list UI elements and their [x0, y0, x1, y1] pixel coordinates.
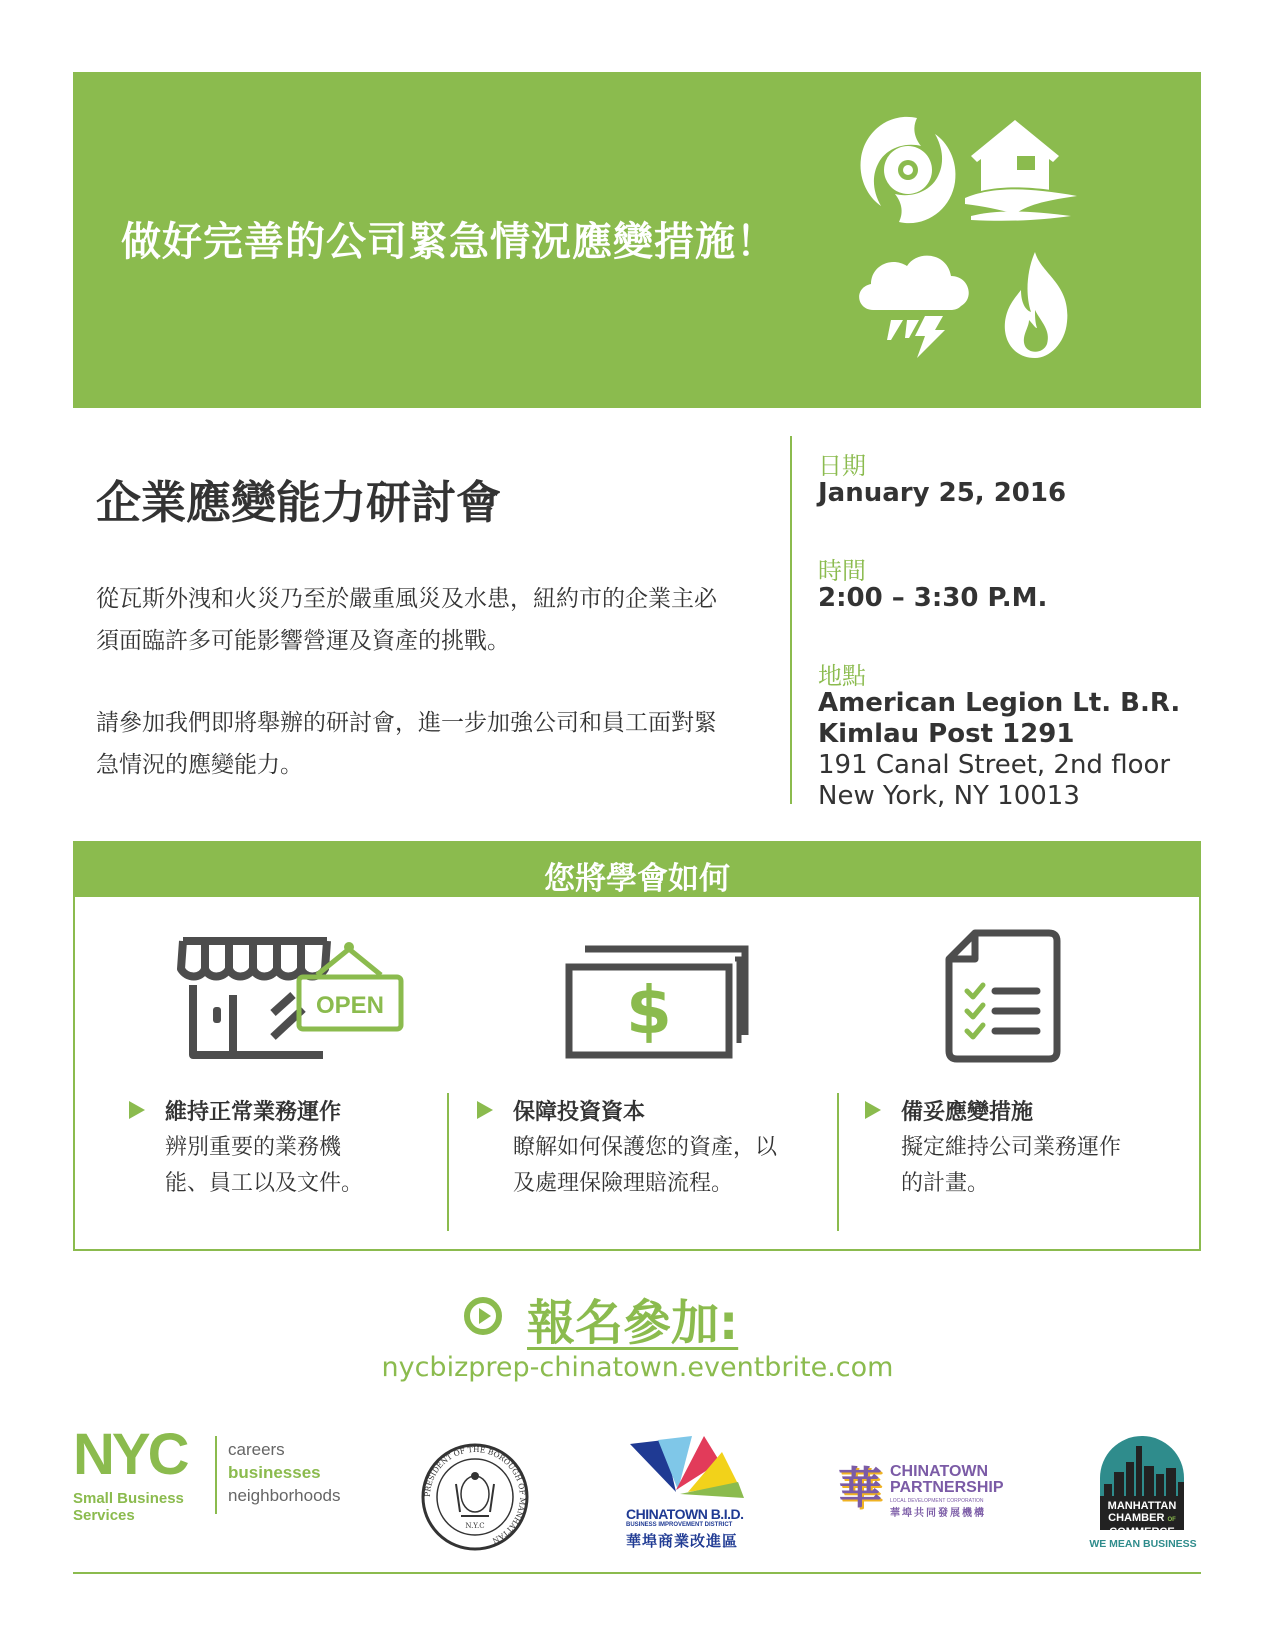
chinatown-partnership-line4: 華埠共同發展機構	[890, 1508, 986, 1519]
chinatown-bid-logo	[612, 1432, 752, 1552]
checklist-document-icon	[945, 929, 1061, 1063]
chamber-tagline: WE MEAN BUSINESS	[1089, 1538, 1197, 1550]
event-title: 企業應變能力研討會	[96, 476, 502, 529]
location-label: 地點	[818, 662, 866, 690]
column-divider-1	[447, 1093, 449, 1231]
invite-paragraph: 請參加我們即將舉辦的研討會，進一步加強公司和員工面對緊急情況的應變能力。	[96, 710, 717, 778]
manhattan-chamber-logo	[1084, 1432, 1202, 1556]
chinatown-partnership-logo	[838, 1464, 1018, 1520]
learn-item-3	[865, 1095, 1165, 1202]
bullet-arrow-icon	[865, 1101, 881, 1119]
learn-item-3-title: 備妥應變措施	[901, 1100, 1034, 1125]
play-circle-icon	[463, 1296, 503, 1336]
learn-item-1-title: 維持正常業務運作	[165, 1100, 342, 1125]
date-label: 日期	[818, 452, 866, 480]
nyc-tag-businesses: businesses	[228, 1463, 321, 1482]
flood-house-icon	[961, 116, 1081, 222]
learn-item-2-text: 瞭解如何保護您的資產，以及處理保險理賠流程。	[513, 1135, 778, 1196]
bullet-arrow-icon	[129, 1101, 145, 1119]
learn-item-1	[129, 1095, 429, 1202]
storefront-open-icon	[177, 933, 417, 1063]
learn-item-2	[477, 1095, 807, 1202]
nyc-sbs-logo	[73, 1422, 353, 1524]
open-sign-label: OPEN	[315, 992, 385, 1019]
learn-heading-bar	[75, 843, 1199, 897]
chinatown-bid-line1: CHINATOWN B.I.D.	[626, 1506, 744, 1522]
dollar-bills-icon	[563, 943, 753, 1061]
bullet-arrow-icon	[477, 1101, 493, 1119]
footer-rule	[73, 1572, 1201, 1574]
learn-item-3-text: 擬定維持公司業務運作的計畫。	[901, 1135, 1122, 1196]
chinatown-bid-line3: 華埠商業改進區	[626, 1532, 739, 1550]
time-label: 時間	[818, 557, 866, 585]
chinatown-partnership-line2: PARTNERSHIP	[890, 1479, 1004, 1496]
borough-president-seal-logo	[420, 1442, 530, 1552]
address-line1: 191 Canal Street, 2nd floor	[818, 750, 1171, 780]
learn-section	[73, 841, 1201, 1251]
time-value: 2:00 – 3:30 P.M.	[818, 583, 1048, 613]
chinatown-partnership-line1: CHINATOWN	[890, 1463, 989, 1480]
storm-cloud-icon	[851, 248, 977, 360]
nyc-sbs-line1: Small Business	[73, 1490, 184, 1507]
learn-item-2-title: 保障投資資本	[513, 1100, 646, 1125]
hurricane-icon	[851, 110, 965, 230]
svg-text:$: $	[626, 972, 672, 1049]
chamber-line3: COMMERCE	[1109, 1526, 1175, 1538]
nyc-logo-divider	[215, 1436, 217, 1514]
nyc-wordmark: NYC	[73, 1422, 187, 1487]
address-line2: New York, NY 10013	[818, 781, 1080, 811]
location-name-line1: American Legion Lt. B.R.	[818, 688, 1181, 718]
nyc-tag-careers: careers	[228, 1440, 285, 1459]
chinatown-partnership-line3: LOCAL DEVELOPMENT CORPORATION	[890, 1498, 984, 1504]
chamber-of: OF	[1167, 1517, 1176, 1523]
info-divider	[790, 436, 792, 804]
register-url-link[interactable]: nycbizprep-chinatown.eventbrite.com	[381, 1352, 894, 1383]
chinatown-partnership-glyph: 華	[838, 1463, 882, 1514]
chinatown-bid-line2: BUSINESS IMPROVEMENT DISTRICT	[626, 1522, 733, 1528]
hero-banner	[73, 72, 1201, 408]
chamber-line2: CHAMBER	[1108, 1512, 1165, 1524]
intro-paragraph: 從瓦斯外洩和火災乃至於嚴重風災及水患，紐約市的企業主必須面臨許多可能影響營運及資產的挑戰。	[96, 586, 717, 654]
column-divider-2	[837, 1093, 839, 1231]
nyc-sbs-line2: Services	[73, 1507, 135, 1524]
learn-item-1-text: 辨別重要的業務機能、員工以及文件。	[165, 1135, 364, 1196]
seal-ring-text: PRESIDENT OF THE BOROUGH OF MANHATTAN	[422, 1444, 528, 1546]
fire-icon	[1001, 250, 1073, 360]
chamber-line1: MANHATTAN	[1107, 1500, 1177, 1512]
hero-title: 做好完善的公司緊急情況應變措施！	[121, 219, 777, 265]
learn-heading: 您將學會如何	[544, 861, 730, 897]
seal-bottom-text: N.Y.C	[465, 1522, 485, 1530]
date-value: January 25, 2016	[818, 478, 1067, 508]
register-label[interactable]: 報名參加:	[527, 1295, 739, 1351]
nyc-tag-neighborhoods: neighborhoods	[228, 1486, 341, 1505]
location-name-line2: Kimlau Post 1291	[818, 719, 1075, 749]
chinatown-bid-mark	[628, 1432, 748, 1502]
